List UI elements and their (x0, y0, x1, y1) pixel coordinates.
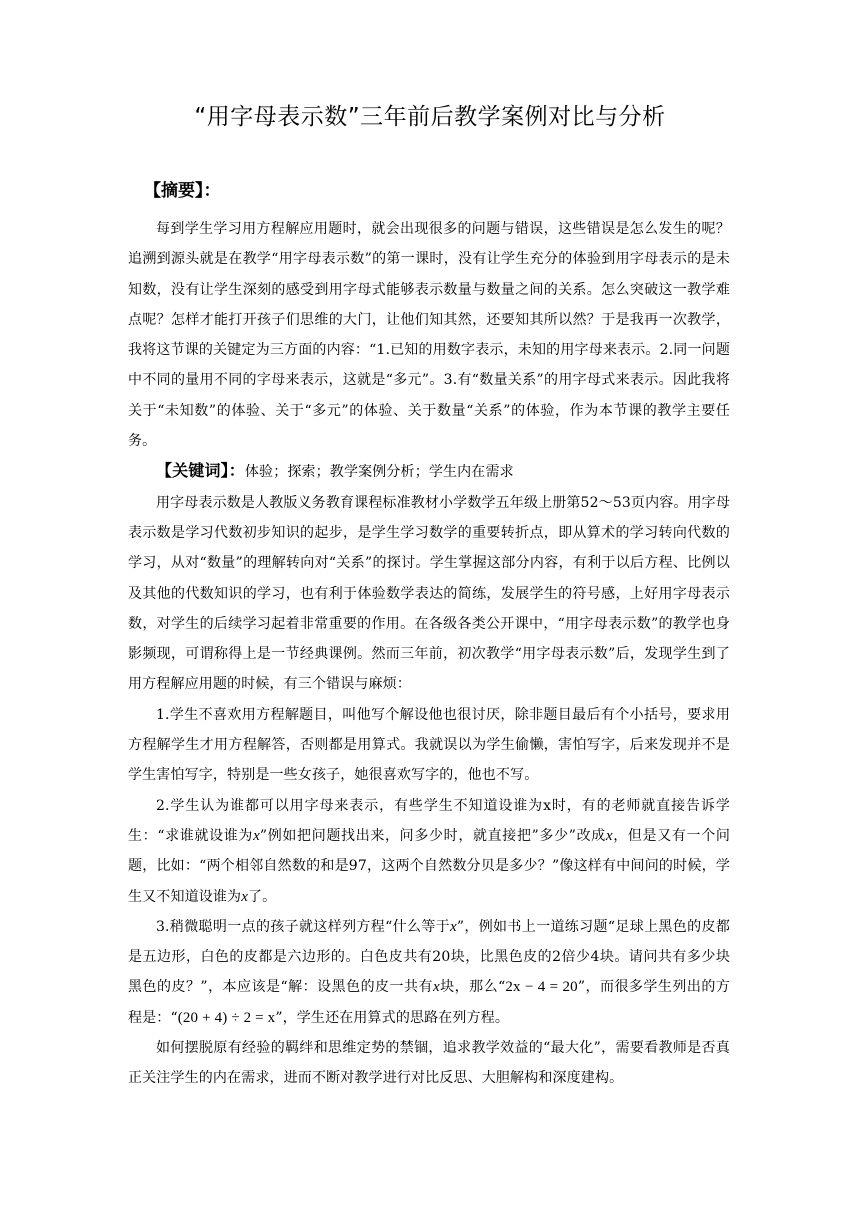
point-2-text-b: ”例如把问题找出来，问多少时，就直接把”多少”改成 (259, 827, 606, 844)
keywords-line (128, 456, 730, 487)
keywords-text: 体验；探索；教学案例分析；学生内在需求 (244, 464, 514, 481)
point-2-text-d: 了。 (248, 888, 277, 905)
math-variable-x: x (605, 827, 613, 844)
point-1-paragraph: 1.学生不喜欢用方程解题目，叫他写个解设他也很讨厌，除非题目最后有个小括号，要求用方程解学生才用方程解答，否则都是用算式。我就误以为学生偷懒，害怕写字，后来发现并不是学生害怕写字，特别是一些女孩子，她很喜欢写字的，他也不写。 (128, 706, 730, 784)
point-2-text-c: ，但是又有一个问题，比如：“两个相邻自然数的和是97，这两个自然数分贝是多少？”像这样有中间问的时候，学生又不知道设谁为 (128, 827, 730, 905)
math-variable-x: x (450, 918, 457, 935)
abstract-paragraph: 每到学生学习用方程解应用题时，就会出现很多的问题与错误，这些错误是怎么发生的呢？追溯到源头就是在教学“用字母表示数”的第一课时，没有让学生充分的体验到用字母表示的是未知数，没有让学生深刻的感受到用字母式能够表示数量与数量之间的关系。怎么突破这一教学难点呢？怎样才能打开孩子们思维的大门，让他们知其然，还要知其所以然？于是我再一次教学，我将这节课的关键定为三方面的内容：“1.已知的用数字表示，未知的用字母来表示。2.同一问题中不同的量用不同的字母来表示，这就是“多元”。3.有“数量关系”的用字母式来表示。因此我将关于“未知数”的体验、关于“多元”的体验、关于数量“关系”的体验，作为本节课的教学主要任务。 (128, 221, 730, 450)
point-3-text-d: ”，而很多学生列出的方程是：“ (128, 979, 730, 1026)
closing-paragraph: 如何摆脱原有经验的羁绊和思维定势的禁锢，追求教学效益的“最大化”，需要看教师是否真正关注学生的内在需求，进而不断对教学进行对比反思、大胆解构和深度建构。 (128, 1040, 730, 1087)
document-title: “用字母表示数”三年前后教学案例对比与分析 (194, 104, 666, 130)
math-variable-x: x (253, 827, 260, 844)
point-3-text-c: 块，那么“ (439, 979, 506, 996)
point-2-text-a: 2.学生认为谁都可以用字母来表示，有些学生不知道设谁为x时，有的老师就直接告诉学生：“求谁就设谁为 (128, 797, 730, 844)
equation-correct: 2x − 4 = 20 (505, 979, 578, 996)
point-3-text-a: 3.稍微聪明一点的孩子就这样列方程“什么等于 (156, 918, 451, 935)
point-2-paragraph (128, 791, 730, 912)
math-variable-x: x (433, 979, 440, 996)
math-variable-x: x (241, 888, 249, 905)
point-3-paragraph (128, 912, 730, 1033)
equation-arithmetic: (20 + 4) ÷ 2 = x (177, 1009, 276, 1026)
point-3-text-b: ”，例如书上一道练习题“足球上黑色的皮都是五边形，白色的皮都是六边形的。白色皮共有20块，比黑色皮的2倍少4块。请问共有多少块黑色的皮？”，本应该是“解：设黑色的皮一共有 (128, 918, 730, 996)
abstract-heading: 【摘要】： (144, 181, 221, 201)
document-body (128, 214, 730, 1094)
intro-paragraph: 用字母表示数是人教版义务教育课程标准教材小学数学五年级上册第52～53页内容。用字母表示数是学习代数初步知识的起步，是学生学习数学的重要转折点，即从算术的学习转向代数的学习，从对“数量”的理解转向对“关系”的探讨。学生掌握这部分内容，有利于以后方程、比例以及其他的代数知识的学习，也有利于体验数学表达的简练，发展学生的符号感，上好用字母表示数，对学生的后续学习起着非常重要的作用。在各级各类公开课中，“用字母表示数”的教学也身影频现，可谓称得上是一节经典课例。然而三年前，初次教学“用字母表示数”后，发现学生到了用方程解应用题的时候，有三个错误与麻烦： (128, 494, 730, 693)
point-3-text-e: ”，学生还在用算式的思路在列方程。 (275, 1009, 510, 1026)
keywords-label: 【关键词】： (156, 461, 245, 481)
